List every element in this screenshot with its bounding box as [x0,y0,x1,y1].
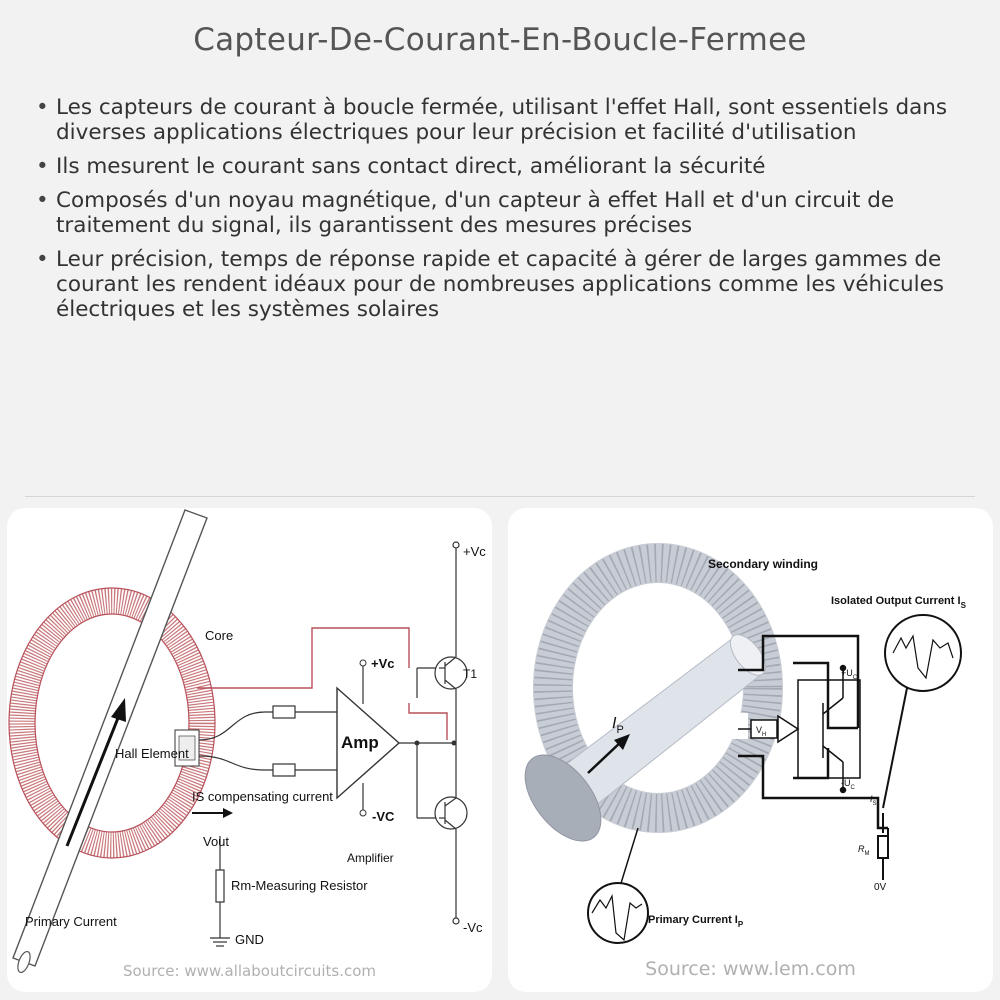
label-isolated-output-text: Isolated Output Current I [831,595,961,607]
label-minus-uc-text: -U [841,778,851,788]
page-title: Capteur-De-Courant-En-Boucle-Fermee [193,22,807,58]
primary-current-arrow [67,698,126,846]
label-core: Core [205,628,234,643]
label-isolated-output-sub: S [960,601,966,610]
label-rm [858,844,870,857]
label-zero-v: 0V [874,882,887,893]
label-is-sub: S [872,801,877,807]
label-primary-current-sub: P [737,920,744,929]
label-vh-text: V [756,725,763,735]
right-diagram-panel [508,508,993,992]
bullet-item [30,154,970,179]
label-secondary-winding: Secondary winding [708,557,819,571]
label-primary-current: Primary Current [25,914,117,929]
label-vh-sub: H [762,732,767,738]
label-ip-text: I [612,715,617,732]
label-is [870,794,877,807]
label-amplifier: Amplifier [347,851,394,865]
bullet-text: Composés d'un noyau magnétique, d'un capteur à effet Hall et d'un circuit de traitement du signal, ils garantissent des mesures précises [56,188,895,238]
compensating-current-path [192,808,233,946]
source-caption: Source: www.lem.com [645,958,856,980]
label-minus-vc-amp: -VC [372,809,395,824]
bullet-text: Ils mesurent le courant sans contact direct, améliorant la sécurité [56,154,766,179]
transistor-t2 [435,797,467,924]
label-isolated-output [831,595,967,610]
label-is-text: I [870,794,873,804]
label-is-compensating: IS compensating current [192,789,333,804]
input-resistor-bottom [273,764,295,776]
closed-loop-circuit-diagram [7,508,492,992]
label-plus-vc-amp: +Vc [371,656,395,671]
output-resistor [878,813,888,880]
label-ip-sub: P [616,724,624,736]
bullet-item [30,95,970,145]
bullet-dot: • [36,247,49,272]
output-current-scope [883,615,961,808]
primary-current-scope [588,828,648,943]
input-resistor-top [273,706,295,718]
label-primary-current-text: Primary Current I [648,914,738,926]
hall-signal-wires [199,712,337,770]
label-gnd: GND [235,932,264,947]
section-divider [25,496,975,497]
label-plus-vc-top: +Vc [463,544,486,559]
label-minus-uc-sub: C [850,785,855,791]
label-vout: Vout [203,834,230,849]
bullet-item [30,247,970,322]
label-rm-resistor: Rm-Measuring Resistor [231,878,368,893]
bullet-text: Leur précision, temps de réponse rapide et capacité à gérer de larges gammes de courant les rendent idéaux pour de nombreuses applications comme les véhicules électriques et les systèmes solaires [56,247,944,322]
bullet-list [30,95,970,331]
label-rm-text: R [858,844,865,854]
label-hall-element: Hall Element [115,746,189,761]
bullet-dot: • [36,154,49,179]
source-caption: Source: www.allaboutcircuits.com [122,962,376,980]
bullet-dot: • [36,188,49,213]
label-plus-uc-text: +U [841,668,853,678]
bullet-text: Les capteurs de courant à boucle fermée, utilisant l'effet Hall, sont essentiels dans diverses applications électriques pour leur précision et facilité d'utilisation [56,95,948,145]
label-plus-uc-sub: C [852,675,858,681]
label-amp: Amp [341,733,379,752]
left-diagram-panel [7,508,492,992]
lem-sensor-diagram [508,508,993,992]
bullet-dot: • [36,95,49,120]
label-rm-sub: M [864,851,870,857]
label-minus-vc-bottom: -Vc [463,920,483,935]
bullet-item [30,188,970,238]
label-primary-current [648,914,744,929]
label-t1: T1 [463,667,478,681]
